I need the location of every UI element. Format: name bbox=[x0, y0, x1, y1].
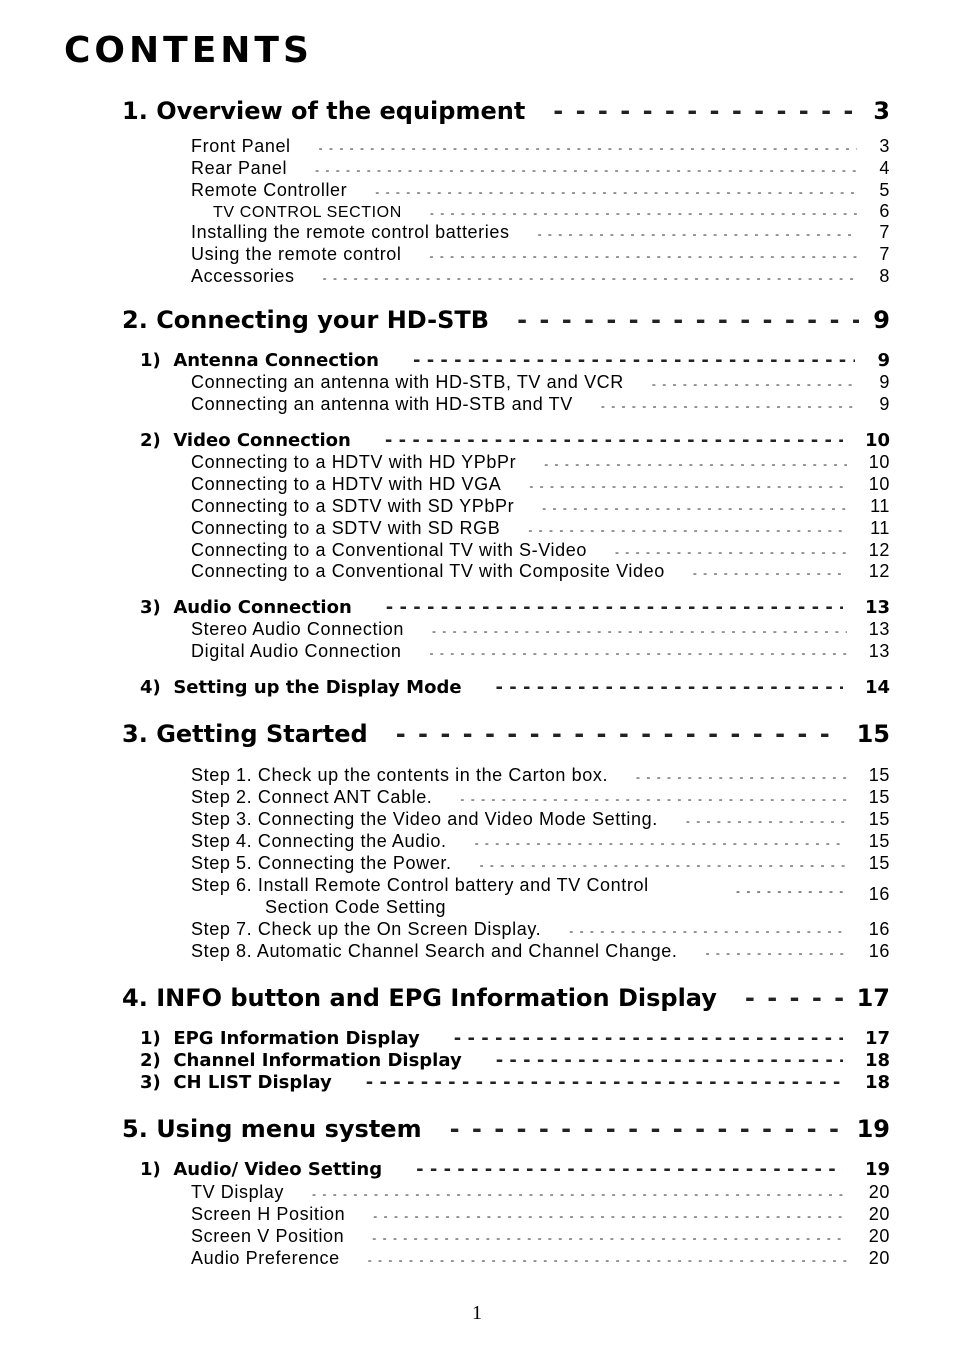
toc-item-label: Digital Audio Connection bbox=[191, 641, 402, 661]
toc-item-label: Audio Preference bbox=[191, 1248, 340, 1268]
toc-section-2[interactable] bbox=[122, 306, 890, 334]
toc-item-label: TV Display bbox=[191, 1182, 285, 1202]
subsection-title: EPG Information Display bbox=[173, 1028, 420, 1049]
dot-leader bbox=[496, 1050, 843, 1071]
toc-subsection[interactable] bbox=[140, 350, 890, 371]
subsection-number: 1) bbox=[140, 350, 161, 371]
toc-item-page: 5 bbox=[879, 180, 890, 200]
toc-item-label: Connecting to a HDTV with HD VGA bbox=[191, 474, 502, 494]
subsection-number: 2) bbox=[140, 430, 161, 451]
toc-subsection[interactable] bbox=[140, 1028, 890, 1049]
section-page: 17 bbox=[856, 984, 890, 1012]
dot-leader bbox=[542, 501, 848, 515]
toc-section-1[interactable] bbox=[122, 97, 890, 125]
toc-item[interactable] bbox=[191, 641, 890, 662]
toc-subsection[interactable] bbox=[140, 430, 890, 451]
toc-item-page: 20 bbox=[868, 1226, 890, 1246]
dot-leader bbox=[368, 1253, 847, 1267]
toc-item[interactable] bbox=[191, 1204, 890, 1225]
toc-item[interactable] bbox=[191, 1226, 890, 1247]
toc-item[interactable] bbox=[191, 372, 890, 393]
toc-item-page: 13 bbox=[868, 619, 890, 639]
dot-leader bbox=[529, 479, 846, 493]
toc-section-4[interactable] bbox=[122, 984, 890, 1012]
toc-item[interactable] bbox=[191, 919, 890, 940]
subsection-number: 3) bbox=[140, 1072, 161, 1093]
toc-item-label-continued: Section Code Setting bbox=[265, 897, 447, 917]
subsection-number: 3) bbox=[140, 597, 161, 618]
toc-item[interactable] bbox=[191, 158, 890, 179]
toc-item-label: TV CONTROL SECTION bbox=[213, 204, 402, 221]
subsection-page: 14 bbox=[864, 677, 890, 698]
dot-leader bbox=[386, 597, 843, 618]
toc-item[interactable] bbox=[191, 518, 890, 539]
subsection-title: Video Connection bbox=[173, 430, 351, 451]
toc-item-label: Connecting an antenna with HD-STB, TV and VCR bbox=[191, 372, 624, 392]
section-page: 19 bbox=[856, 1115, 890, 1143]
subsection-title: Setting up the Display Mode bbox=[173, 677, 462, 698]
toc-subsection[interactable] bbox=[140, 1050, 890, 1071]
dot-leader bbox=[430, 646, 847, 660]
toc-item-page: 3 bbox=[879, 136, 890, 156]
subsection-title: Audio/ Video Setting bbox=[173, 1159, 383, 1180]
toc-section-3[interactable] bbox=[122, 720, 890, 748]
dot-leader bbox=[366, 1072, 843, 1093]
toc-item-page: 7 bbox=[879, 244, 890, 264]
toc-item[interactable] bbox=[191, 1182, 890, 1203]
toc-item-page: 11 bbox=[870, 496, 890, 516]
dot-leader bbox=[416, 1159, 843, 1180]
section-title: Connecting your HD-STB bbox=[156, 306, 490, 334]
subsection-number: 1) bbox=[140, 1159, 161, 1180]
section-title: Getting Started bbox=[156, 720, 368, 748]
dot-leader bbox=[460, 792, 846, 806]
subsection-page: 13 bbox=[864, 597, 890, 618]
dot-leader bbox=[736, 884, 844, 898]
toc-item[interactable] bbox=[191, 136, 890, 157]
subsection-page: 18 bbox=[864, 1050, 890, 1071]
section-number: 4. bbox=[122, 984, 148, 1012]
toc-item-page: 16 bbox=[868, 884, 890, 904]
toc-item[interactable] bbox=[191, 941, 890, 962]
toc-item[interactable] bbox=[191, 266, 890, 287]
dot-leader bbox=[615, 545, 847, 559]
dot-leader bbox=[517, 306, 859, 334]
section-number: 5. bbox=[122, 1115, 148, 1143]
toc-item[interactable] bbox=[191, 540, 890, 561]
toc-item-page: 10 bbox=[868, 452, 890, 472]
dot-leader bbox=[475, 836, 847, 850]
toc-item[interactable] bbox=[191, 222, 890, 243]
dot-leader bbox=[432, 624, 847, 638]
toc-item-page: 13 bbox=[868, 641, 890, 661]
dot-leader bbox=[319, 141, 858, 155]
dot-leader bbox=[454, 1028, 843, 1049]
dot-leader bbox=[430, 206, 857, 220]
subsection-number: 2) bbox=[140, 1050, 161, 1071]
toc-item-label: Connecting an antenna with HD-STB and TV bbox=[191, 394, 573, 414]
toc-item-label: Connecting to a SDTV with SD YPbPr bbox=[191, 496, 515, 516]
toc-item-label: Step 6. Install Remote Control battery and TV Control bbox=[191, 875, 649, 895]
subsection-page: 9 bbox=[877, 350, 890, 371]
toc-item-page: 6 bbox=[879, 201, 890, 221]
toc-item[interactable] bbox=[191, 831, 890, 852]
toc-item[interactable] bbox=[191, 561, 890, 582]
dot-leader bbox=[544, 457, 847, 471]
dot-leader bbox=[385, 430, 843, 451]
dot-leader bbox=[312, 1187, 847, 1201]
subsection-title: CH LIST Display bbox=[173, 1072, 332, 1093]
toc-item-label: Front Panel bbox=[191, 136, 291, 156]
toc-item-label: Connecting to a Conventional TV with S-Video bbox=[191, 540, 587, 560]
subsection-title: Audio Connection bbox=[173, 597, 352, 618]
section-page: 3 bbox=[873, 97, 890, 125]
dot-leader bbox=[373, 1209, 846, 1223]
subsection-title: Antenna Connection bbox=[173, 350, 379, 371]
toc-item-page: 16 bbox=[868, 941, 890, 961]
toc-item[interactable] bbox=[191, 619, 890, 640]
toc-item-page: 15 bbox=[868, 831, 890, 851]
toc-item-page: 8 bbox=[879, 266, 890, 286]
toc-subsection[interactable] bbox=[140, 597, 890, 618]
section-number: 1. bbox=[122, 97, 148, 125]
toc-item-page: 20 bbox=[868, 1182, 890, 1202]
toc-item-page: 9 bbox=[879, 394, 890, 414]
toc-item[interactable] bbox=[191, 1248, 890, 1269]
dot-leader bbox=[375, 185, 857, 199]
toc-item[interactable] bbox=[191, 394, 890, 415]
toc-item-page: 15 bbox=[868, 809, 890, 829]
page-title: CONTENTS bbox=[64, 30, 313, 71]
dot-leader bbox=[323, 271, 858, 285]
toc-item-label: Rear Panel bbox=[191, 158, 288, 178]
section-title: INFO button and EPG Information Display bbox=[156, 984, 717, 1012]
dot-leader bbox=[315, 163, 857, 177]
dot-leader bbox=[693, 566, 847, 580]
toc-item-page: 7 bbox=[879, 222, 890, 242]
toc-item-label: Step 2. Connect ANT Cable. bbox=[191, 787, 433, 807]
toc-item[interactable] bbox=[191, 809, 890, 830]
dot-leader bbox=[569, 924, 847, 938]
subsection-page: 10 bbox=[864, 430, 890, 451]
toc-item-page: 11 bbox=[870, 518, 890, 538]
dot-leader bbox=[528, 523, 848, 537]
toc-item[interactable] bbox=[191, 853, 890, 874]
dot-leader bbox=[430, 249, 858, 263]
toc-item-label: Step 4. Connecting the Audio. bbox=[191, 831, 447, 851]
toc-item[interactable] bbox=[191, 201, 890, 222]
toc-item-label: Screen H Position bbox=[191, 1204, 346, 1224]
section-title: Using menu system bbox=[156, 1115, 422, 1143]
toc-item-page: 16 bbox=[868, 919, 890, 939]
toc-subsection[interactable] bbox=[140, 1159, 890, 1180]
toc-item-page: 20 bbox=[868, 1204, 890, 1224]
toc-subsection[interactable] bbox=[140, 1072, 890, 1093]
dot-leader bbox=[745, 984, 843, 1012]
toc-item-page: 10 bbox=[868, 474, 890, 494]
toc-item-label: Connecting to a Conventional TV with Composite Video bbox=[191, 561, 665, 581]
toc-item-page: 9 bbox=[879, 372, 890, 392]
toc-item-page: 15 bbox=[868, 765, 890, 785]
subsection-page: 19 bbox=[864, 1159, 890, 1180]
toc-item-label: Using the remote control bbox=[191, 244, 402, 264]
dot-leader bbox=[601, 399, 858, 413]
section-number: 3. bbox=[122, 720, 148, 748]
dot-leader bbox=[496, 677, 843, 698]
toc-item-page: 12 bbox=[868, 561, 890, 581]
section-page: 9 bbox=[873, 306, 890, 334]
toc-item[interactable] bbox=[191, 787, 890, 808]
toc-item-label: Connecting to a HDTV with HD YPbPr bbox=[191, 452, 517, 472]
dot-leader bbox=[553, 97, 859, 125]
toc-item-label: Step 3. Connecting the Video and Video Mode Setting. bbox=[191, 809, 658, 829]
toc-item[interactable] bbox=[191, 244, 890, 265]
subsection-number: 4) bbox=[140, 677, 161, 698]
toc-item-page: 15 bbox=[868, 787, 890, 807]
toc-item-label: Step 8. Automatic Channel Search and Channel Change. bbox=[191, 941, 678, 961]
toc-item[interactable] bbox=[191, 452, 890, 473]
subsection-title: Channel Information Display bbox=[173, 1050, 462, 1071]
toc-item-label: Accessories bbox=[191, 266, 295, 286]
toc-item-page: 12 bbox=[868, 540, 890, 560]
toc-item[interactable] bbox=[191, 474, 890, 495]
section-page: 15 bbox=[856, 720, 890, 748]
dot-leader bbox=[480, 858, 847, 872]
toc-item-page: 4 bbox=[879, 158, 890, 178]
toc-item[interactable] bbox=[191, 180, 890, 201]
toc-item-label: Remote Controller bbox=[191, 180, 348, 200]
dot-leader bbox=[450, 1115, 843, 1143]
toc-item[interactable] bbox=[191, 496, 890, 517]
dot-leader bbox=[652, 377, 857, 391]
toc-item[interactable] bbox=[191, 765, 890, 786]
dot-leader bbox=[372, 1231, 846, 1245]
subsection-page: 18 bbox=[864, 1072, 890, 1093]
toc-item-label: Step 5. Connecting the Power. bbox=[191, 853, 452, 873]
toc-item-label: Connecting to a SDTV with SD RGB bbox=[191, 518, 501, 538]
toc-item-label: Step 1. Check up the contents in the Carton box. bbox=[191, 765, 609, 785]
toc-item-label: Stereo Audio Connection bbox=[191, 619, 404, 639]
dot-leader bbox=[413, 350, 856, 371]
dot-leader bbox=[396, 720, 843, 748]
toc-item-two-line[interactable] bbox=[191, 875, 890, 919]
subsection-number: 1) bbox=[140, 1028, 161, 1049]
toc-item-label: Step 7. Check up the On Screen Display. bbox=[191, 919, 542, 939]
toc-subsection[interactable] bbox=[140, 677, 890, 698]
page-number: 1 bbox=[472, 1302, 482, 1324]
toc-section-5[interactable] bbox=[122, 1115, 890, 1143]
section-number: 2. bbox=[122, 306, 148, 334]
section-title: Overview of the equipment bbox=[156, 97, 526, 125]
dot-leader bbox=[636, 770, 847, 784]
toc-item-label: Installing the remote control batteries bbox=[191, 222, 510, 242]
subsection-page: 17 bbox=[864, 1028, 890, 1049]
toc-item-label: Screen V Position bbox=[191, 1226, 345, 1246]
toc-item-page: 20 bbox=[868, 1248, 890, 1268]
toc-item-page: 15 bbox=[868, 853, 890, 873]
dot-leader bbox=[686, 814, 847, 828]
dot-leader bbox=[706, 946, 847, 960]
dot-leader bbox=[538, 227, 858, 241]
